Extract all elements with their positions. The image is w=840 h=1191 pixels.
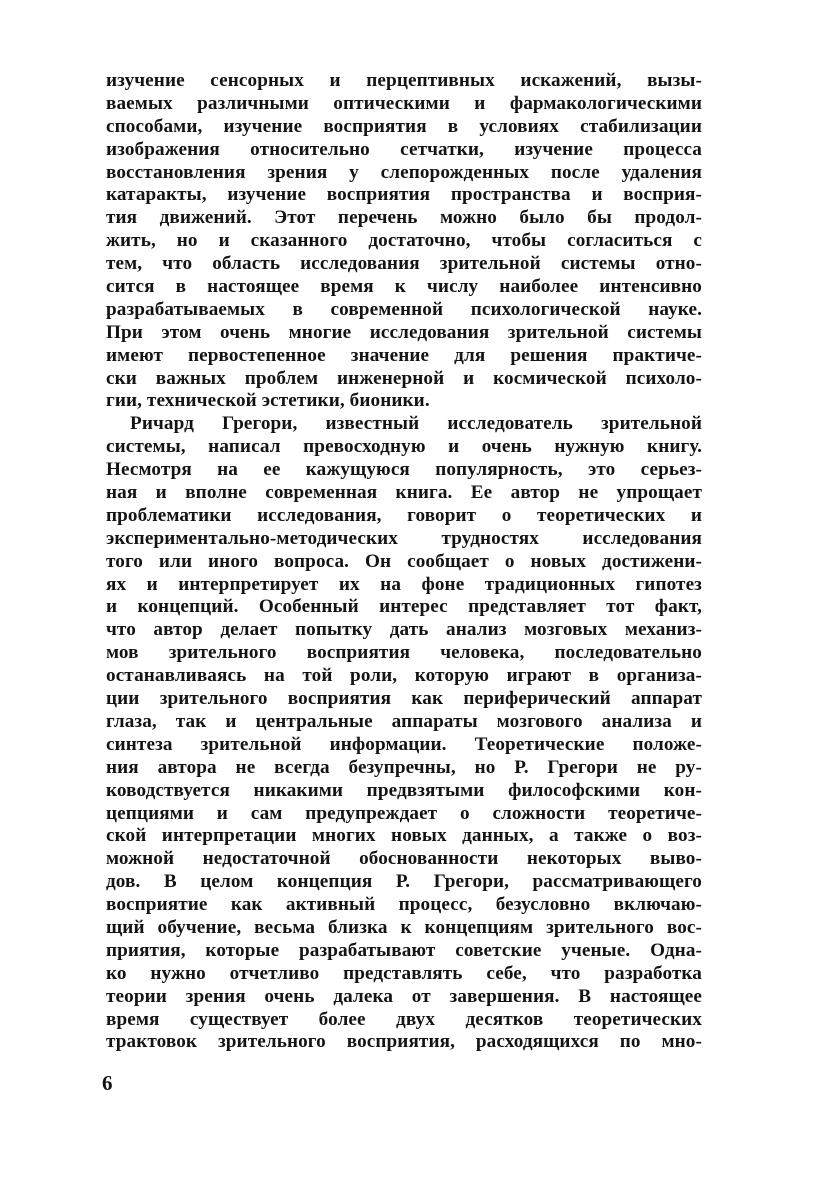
text-line: восприятие как активный процесс, безусловно включаю- — [106, 894, 702, 916]
text-line: ная и вполне современная книга. Ее автор не упрощает — [106, 482, 702, 504]
text-line: ции зрительного восприятия как периферический аппарат — [106, 688, 702, 710]
text-line: Ричард Грегори, известный исследователь зрительной — [130, 413, 702, 435]
text-line: глаза, так и центральные аппараты мозгового анализа и — [106, 710, 702, 732]
text-line: и концепций. Особенный интерес представляет тот факт, — [106, 596, 702, 618]
text-line: изучение сенсорных и перцептивных искажений, вызы- — [106, 70, 702, 91]
text-line: теории зрения очень далека от завершения. В настоящее — [106, 985, 702, 1007]
body-text — [106, 70, 702, 1054]
text-line: жить, но и сказанного достаточно, чтобы согласиться с — [106, 230, 702, 252]
page-number: 6 — [102, 1071, 113, 1095]
text-line: ски важных проблем инженерной и космической психоло- — [106, 367, 702, 389]
text-line: ваемых различными оптическими и фармакологическими — [106, 92, 702, 114]
text-line: останавливаясь на той роли, которую играют в организа- — [106, 665, 702, 687]
text-line: дов. В целом концепция Р. Грегори, рассматривающего — [106, 871, 702, 893]
text-line: катаракты, изучение восприятия пространства и восприя- — [106, 184, 702, 206]
text-line: тем, что область исследования зрительной системы отно- — [106, 253, 702, 275]
text-line: восстановления зрения у слепорожденных после удаления — [106, 161, 702, 183]
text-line: При этом очень многие исследования зрительной системы — [106, 321, 702, 343]
text-line: проблематики исследования, говорит о теоретических и — [106, 504, 702, 526]
text-line: способами, изучение восприятия в условиях стабилизации — [106, 115, 702, 137]
text-line: тия движений. Этот перечень можно было бы продол- — [106, 207, 702, 229]
text-line: имеют первостепенное значение для решения практиче- — [106, 344, 702, 366]
text-line: что автор делает попытку дать анализ мозговых механиз- — [106, 619, 702, 641]
text-line: щий обучение, весьма близка к концепциям зрительного вос- — [106, 916, 702, 938]
text-line: время существует более двух десятков теоретических — [106, 1008, 702, 1030]
text-line: ко нужно отчетливо представлять себе, что разработка — [106, 962, 702, 984]
text-line: цепциями и сам предупреждает о сложности теоретиче- — [106, 802, 702, 824]
text-line: системы, написал превосходную и очень нужную книгу. — [106, 436, 702, 458]
text-line: экспериментально-методических трудностях исследования — [106, 527, 702, 549]
text-line: можной недостаточной обоснованности некоторых выво- — [106, 848, 702, 870]
text-line: сится в настоящее время к числу наиболее интенсивно — [106, 276, 702, 298]
text-line: разрабатываемых в современной психологической науке. — [106, 298, 702, 320]
text-line: Несмотря на ее кажущуюся популярность, это серьез- — [106, 459, 702, 481]
text-line: мов зрительного восприятия человека, последовательно — [106, 642, 702, 664]
text-line: ководствуется никакими предвзятыми философскими кон- — [106, 779, 702, 801]
text-line: ния автора не всегда безупречны, но Р. Грегори не ру- — [106, 756, 702, 778]
text-line: трактовок зрительного восприятия, расходящихся по мно- — [106, 1031, 702, 1053]
text-line: ях и интерпретирует их на фоне традиционных гипотез — [106, 573, 702, 595]
text-line: того или иного вопроса. Он сообщает о новых достижени- — [106, 550, 702, 572]
text-line: гии, технической эстетики, бионики. — [106, 390, 430, 412]
text-line: изображения относительно сетчатки, изучение процесса — [106, 138, 702, 160]
text-line: приятия, которые разрабатывают советские ученые. Одна- — [106, 939, 702, 961]
text-line: ской интерпретации многих новых данных, а также о воз- — [106, 825, 702, 847]
text-line: синтеза зрительной информации. Теоретические положе- — [106, 733, 702, 755]
